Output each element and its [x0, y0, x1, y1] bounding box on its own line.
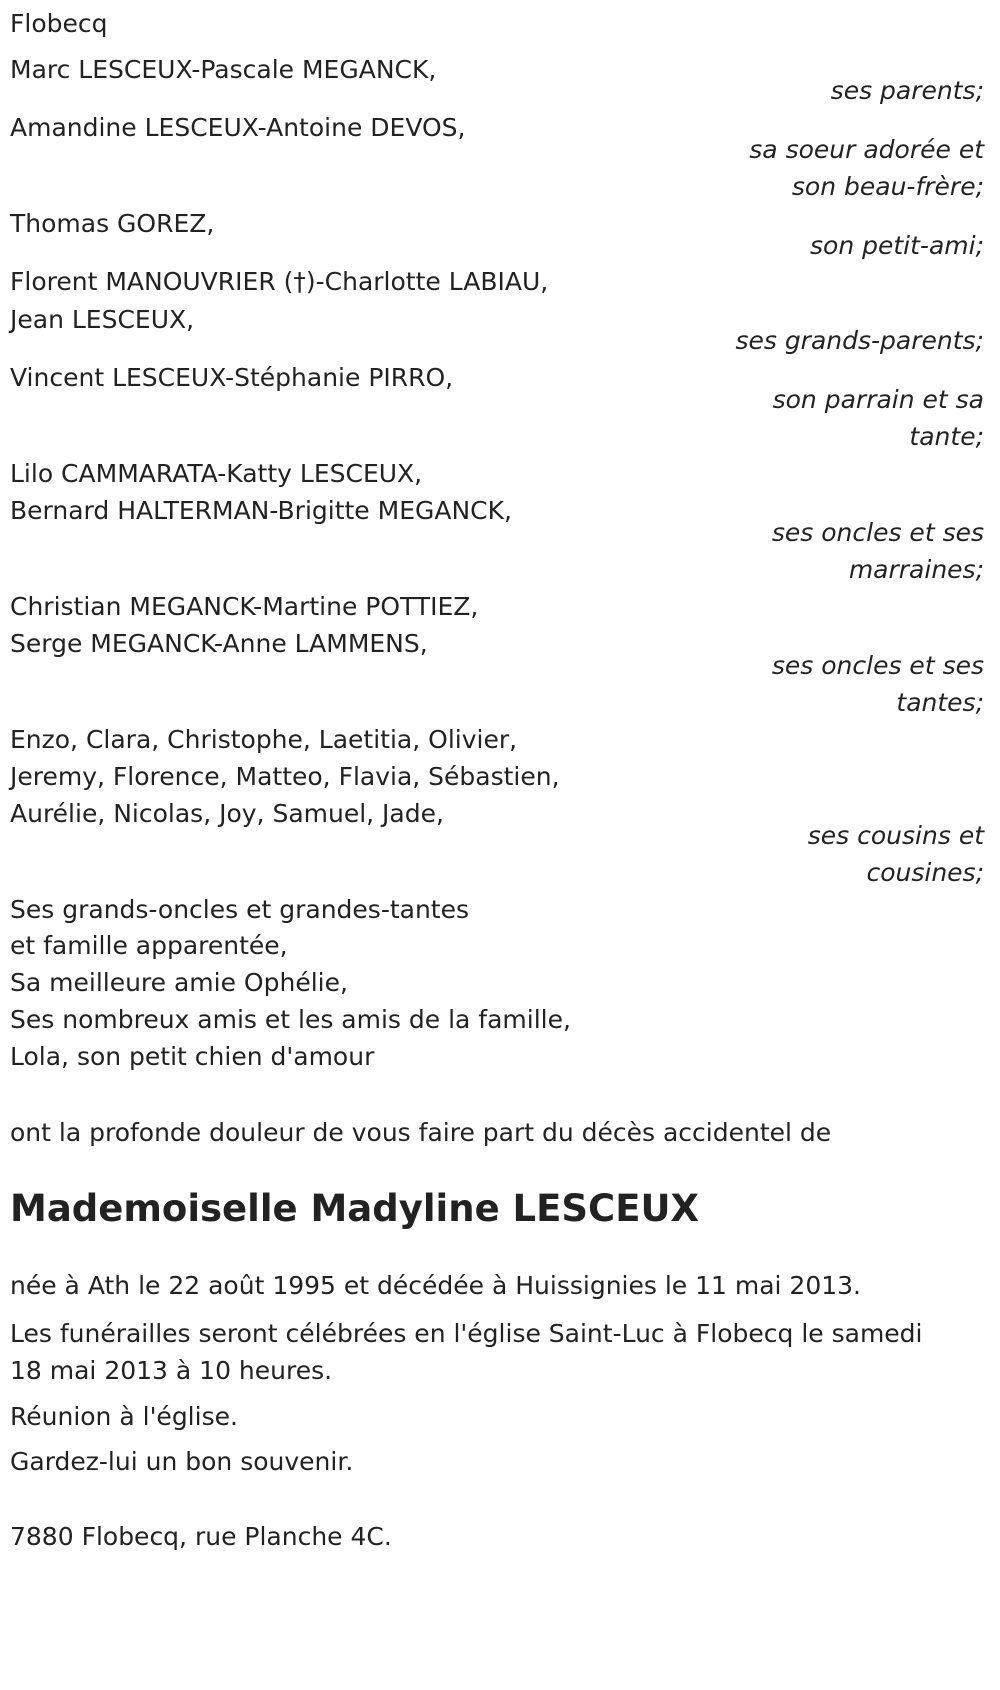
family-role: marraines; — [848, 555, 984, 584]
family-name: Amandine LESCEUX-Antoine DEVOS, — [10, 113, 466, 142]
family-role: ses grands-parents; — [735, 326, 984, 355]
family-role: ses oncles et ses — [771, 651, 984, 680]
family-name: Bernard HALTERMAN-Brigitte MEGANCK, — [10, 496, 512, 525]
funeral-text: Les funérailles seront célébrées en l'église Saint-Luc à Flobecq le samedi — [10, 1319, 923, 1348]
deceased-name: Mademoiselle Madyline LESCEUX — [10, 1187, 700, 1230]
family-name: Enzo, Clara, Christophe, Laetitia, Olivier, — [10, 725, 518, 754]
family-role: ses parents; — [830, 76, 984, 105]
address-text: 7880 Flobecq, rue Planche 4C. — [10, 1522, 392, 1551]
announcement-text: ont la profonde douleur de vous faire part du décès accidentel de — [10, 1118, 832, 1147]
family-name: Vincent LESCEUX-Stéphanie PIRRO, — [10, 363, 454, 392]
family-role: son petit-ami; — [810, 231, 984, 260]
family-role: son beau-frère; — [791, 172, 984, 201]
others-line: Ses nombreux amis et les amis de la famille, — [10, 1005, 571, 1034]
others-line: et famille apparentée, — [10, 931, 288, 960]
place-name: Flobecq — [10, 9, 108, 38]
meeting-text: Réunion à l'église. — [10, 1402, 238, 1431]
others-line: Ses grands-oncles et grandes-tantes — [10, 895, 470, 924]
others-line: Lola, son petit chien d'amour — [10, 1042, 375, 1071]
family-name: Christian MEGANCK-Martine POTTIEZ, — [10, 592, 479, 621]
family-name: Jean LESCEUX, — [10, 305, 195, 334]
others-line: Sa meilleure amie Ophélie, — [10, 968, 348, 997]
family-role: ses cousins et — [807, 821, 984, 850]
family-role: tante; — [909, 422, 984, 451]
family-name: Serge MEGANCK-Anne LAMMENS, — [10, 629, 428, 658]
remember-text: Gardez-lui un bon souvenir. — [10, 1447, 354, 1476]
birth-death-text: née à Ath le 22 août 1995 et décédée à Huissignies le 11 mai 2013. — [10, 1271, 862, 1300]
family-name: Lilo CAMMARATA-Katty LESCEUX, — [10, 459, 423, 488]
family-role: tantes; — [896, 688, 984, 717]
family-role: sa soeur adorée et — [749, 135, 984, 164]
family-role: cousines; — [866, 858, 984, 887]
family-name: Florent MANOUVRIER (†)-Charlotte LABIAU, — [10, 267, 549, 296]
family-role: ses oncles et ses — [771, 518, 984, 547]
family-name: Jeremy, Florence, Matteo, Flavia, Sébastien, — [10, 762, 560, 791]
family-name: Marc LESCEUX-Pascale MEGANCK, — [10, 55, 437, 84]
family-role: son parrain et sa — [772, 385, 984, 414]
family-name: Aurélie, Nicolas, Joy, Samuel, Jade, — [10, 799, 444, 828]
funeral-text: 18 mai 2013 à 10 heures. — [10, 1356, 333, 1385]
family-name: Thomas GOREZ, — [10, 209, 215, 238]
